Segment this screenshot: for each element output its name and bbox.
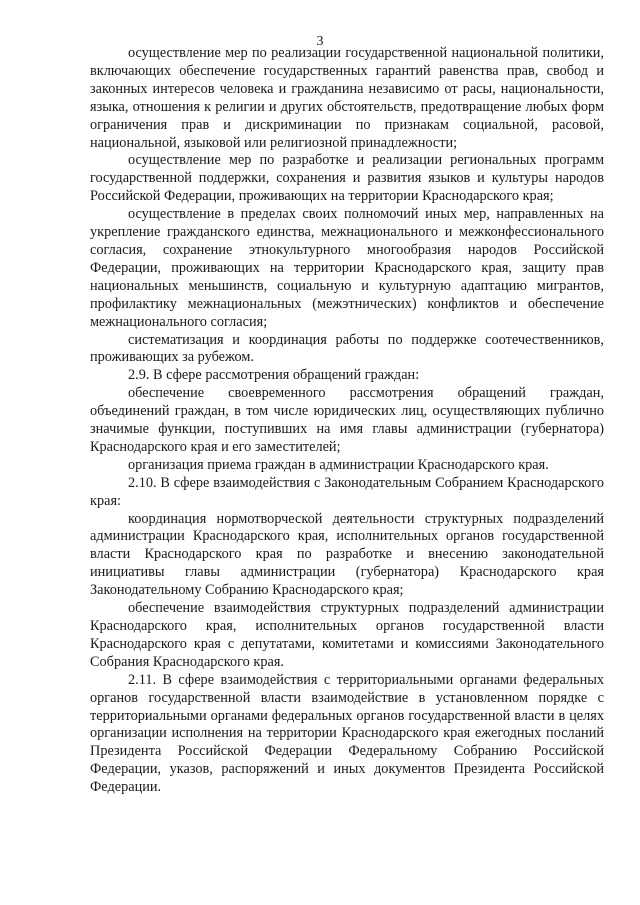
paragraph-lawmaking-coordination: координация нормотворческой деятельности структурных подразделений администрации Краснодарского края, исполнительных органов государственной власти Краснодарского края по разработке и внесению законодательной инициативы главы администрации (губернатора) Краснодарского края Законодательному Собранию Краснодарского края; bbox=[90, 510, 604, 599]
section-heading-2-9: 2.9. В сфере рассмотрения обращений граждан: bbox=[128, 367, 420, 384]
paragraph-appeals-review: обеспечение своевременного рассмотрения обращений граждан, объединений граждан, в том числе юридических лиц, осуществляющих публично значимые функции, поступивших на имя главы администрации (губернатора) Краснодарского края и его заместителей; bbox=[90, 385, 604, 455]
section-heading-2-10: 2.10. В сфере взаимодействия с Законодательным Собранием Краснодарского края: bbox=[90, 474, 604, 509]
paragraph-citizen-reception: организация приема граждан в администрации Краснодарского края. bbox=[128, 456, 549, 473]
paragraph-civic-unity: осуществление в пределах своих полномочий иных мер, направленных на укрепление гражданского единства, межнационального и межконфессионального согласия, сохранение этнокультурного многообразия народов Российской Федерации, проживающих на территории Краснодарского края, защиту прав национальных меньшинств, социальную и культурную адаптацию мигрантов, профилактику межнациональных (межэтнических) конфликтов и обеспечение межнационального согласия; bbox=[90, 206, 604, 330]
section-2-11-federal-bodies: 2.11. В сфере взаимодействия с территориальными органами федеральных органов государственной власти взаимодействие в установленном порядке с территориальными органами федеральных органов государственной власти в целях организации исполнения на территории Краснодарского края ежегодных посланий Президента Российской Федерации Федеральному Собранию Российской Федерации, указов, распоряжений и иных документов Президента Российской Федерации. bbox=[90, 671, 604, 796]
paragraph-compatriots: систематизация и координация работы по поддержке соотечественников, проживающих за рубежом. bbox=[90, 331, 604, 366]
paragraph-deputies-interaction: обеспечение взаимодействия структурных подразделений администрации Краснодарского края, исполнительных органов государственной власти Краснодарского края с депутатами, комитетами и комиссиями Законодательного Собрания Краснодарского края. bbox=[90, 600, 604, 670]
page-number: 3 bbox=[316, 34, 324, 49]
paragraph-national-policy: осуществление мер по реализации государственной национальной политики, включающих обеспечение государственных гарантий равенства прав, свобод и законных интересов человека и гражданина независимо от расы, национальности, языка, отношения к религии и других обстоятельств, предотвращение любых форм ограничения прав и дискриминации по признакам социальной, расовой, национальной, языковой или религиозной принадлежности; bbox=[90, 45, 604, 151]
document-body bbox=[90, 45, 604, 797]
paragraph-regional-programs: осуществление мер по разработке и реализации региональных программ государственной поддержки, сохранения и развития языков и культуры народов Российской Федерации, проживающих на территории Краснодарского края; bbox=[90, 152, 604, 205]
